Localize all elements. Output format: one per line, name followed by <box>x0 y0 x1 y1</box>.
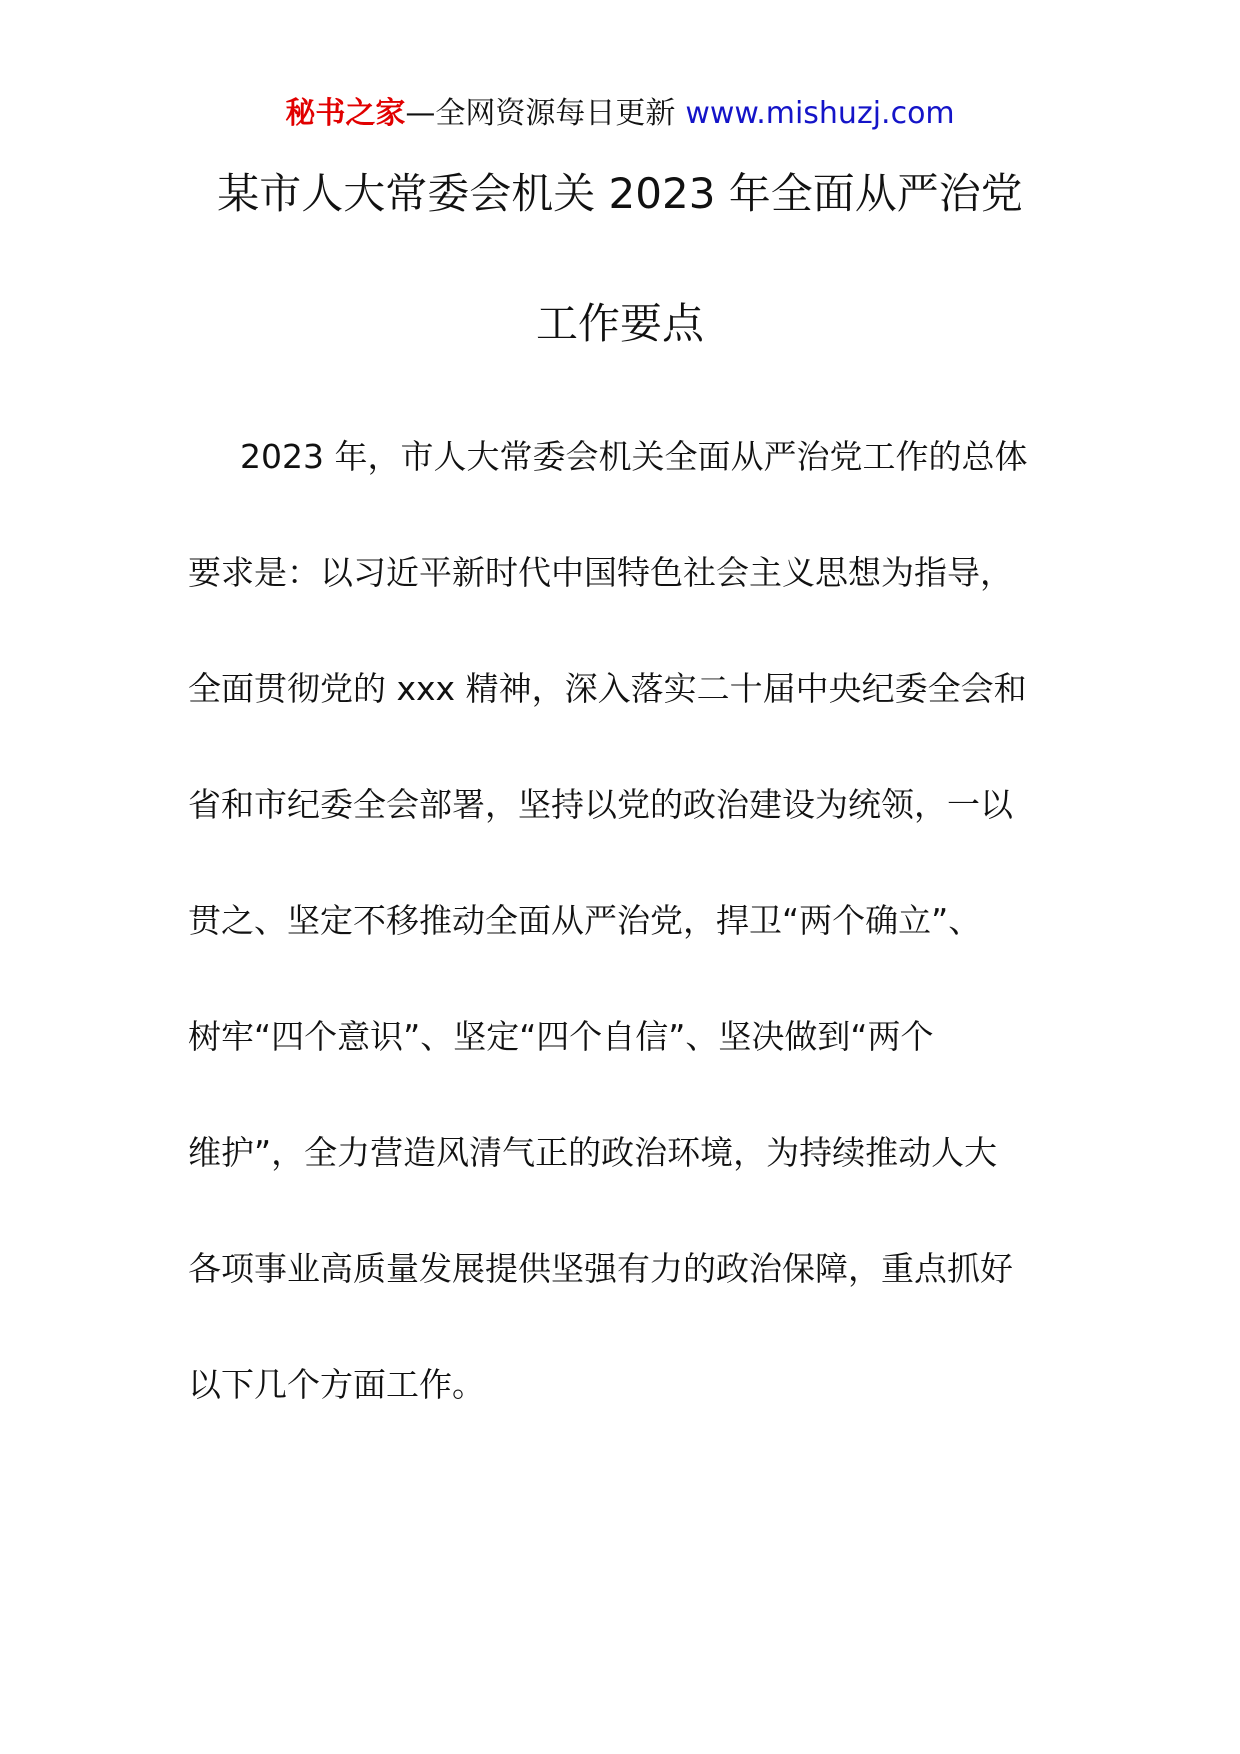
paragraph-line: 2023 年，市人大常委会机关全面从严治党工作的总体 <box>240 437 1028 476</box>
paragraph-line: 各项事业高质量发展提供坚强有力的政治保障，重点抓好 <box>188 1249 1013 1288</box>
paragraph-line: 以下几个方面工作。 <box>188 1365 485 1404</box>
site-slogan: —全网资源每日更新 <box>405 96 676 131</box>
document-title-line-1: 某市人大常委会机关 2023 年全面从严治党 <box>217 169 1023 218</box>
paragraph-line: 要求是：以习近平新时代中国特色社会主义思想为指导， <box>188 553 1013 592</box>
paragraph-line: 维护”，全力营造风清气正的政治环境，为持续推动人大 <box>188 1133 998 1172</box>
document-title-line-2: 工作要点 <box>535 299 704 348</box>
site-brand: 秘书之家 <box>285 96 406 131</box>
site-header <box>0 94 1240 134</box>
paragraph-line: 省和市纪委全会部署，坚持以党的政治建设为统领，一以 <box>188 785 1013 824</box>
paragraph-line: 全面贯彻党的 xxx 精神，深入落实二十届中央纪委全会和 <box>188 669 1027 708</box>
paragraph-line: 贯之、坚定不移推动全面从严治党，捍卫“两个确立”、 <box>188 901 982 940</box>
site-url-link[interactable]: www.mishuzj.com <box>685 96 955 131</box>
paragraph-line: 树牢“四个意识”、坚定“四个自信”、坚决做到“两个 <box>188 1017 934 1056</box>
